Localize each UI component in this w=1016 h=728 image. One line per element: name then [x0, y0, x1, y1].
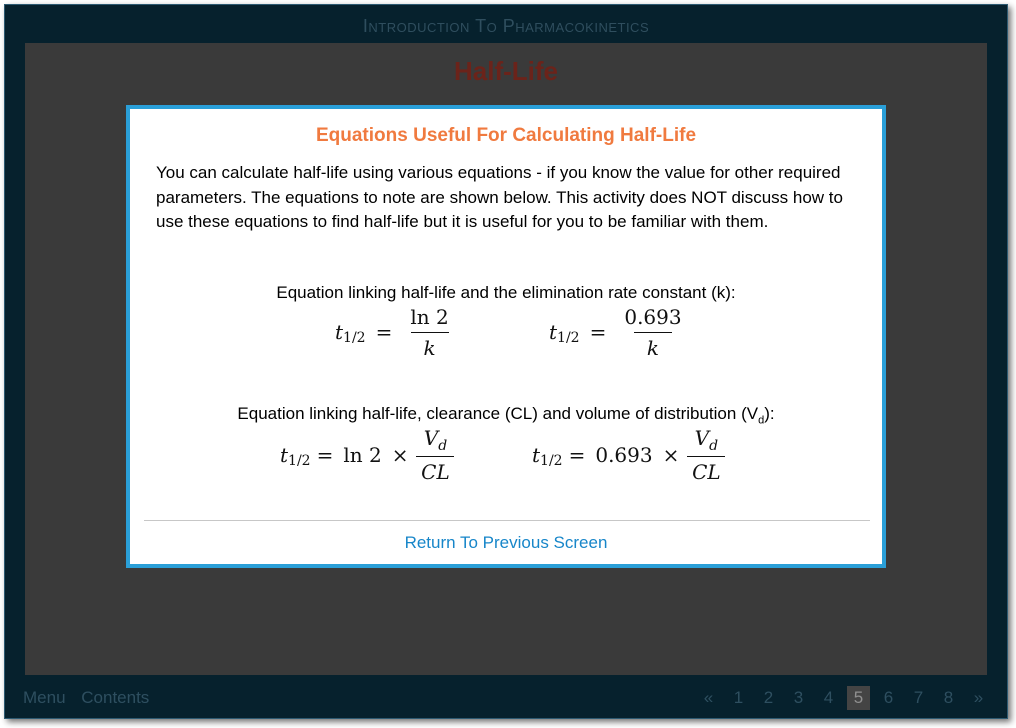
- fraction-numerator: 0.693: [624, 304, 682, 329]
- formula-t: t: [532, 443, 541, 467]
- formula-t: t: [335, 320, 344, 344]
- fraction: [406, 305, 452, 360]
- prev-page-button[interactable]: «: [703, 688, 714, 707]
- formula-times: ×: [391, 443, 409, 467]
- return-to-previous-screen-link[interactable]: Return To Previous Screen: [404, 533, 608, 552]
- formula-t: t: [280, 443, 289, 467]
- formula-half-life-ln2-times-vd-over-cl: [280, 425, 458, 485]
- formula-t-subscript: 1/2: [288, 453, 311, 469]
- formula-equals: =: [375, 320, 393, 344]
- formula-half-life-ln2-over-k: [335, 302, 457, 362]
- footer-nav: [23, 688, 160, 708]
- equations-modal: [126, 105, 886, 568]
- modal-body-text: You can calculate half-life using various equations - if you know the value for other required parameters. The equations to note are shown below. This activity does NOT discuss how to use these equations to find half-life but it is useful for you to be familiar with them.: [156, 163, 843, 231]
- course-title: Introduction To Pharmacokinetics: [362, 16, 650, 36]
- page-7[interactable]: 7: [913, 688, 924, 707]
- next-page-button[interactable]: »: [973, 688, 984, 707]
- menu-link[interactable]: Menu: [23, 688, 66, 707]
- fraction: [416, 426, 454, 484]
- equation-2-caption-pre: Equation linking half-life, clearance (CL) and volume of distribution (V: [237, 404, 759, 423]
- modal-title: Equations Useful For Calculating Half-Life: [315, 125, 697, 146]
- formula-v-subscript: d: [438, 438, 448, 454]
- pagination: [690, 686, 990, 710]
- screen-title: Half-Life: [454, 56, 558, 86]
- modal-divider: [144, 520, 870, 521]
- fraction-numerator: [420, 426, 451, 456]
- app-frame: [4, 4, 1008, 719]
- formula-v-subscript: d: [709, 438, 719, 454]
- fraction-numerator: ln 2: [410, 304, 449, 329]
- page-6[interactable]: 6: [883, 688, 894, 707]
- formula-t-subscript: 1/2: [557, 330, 580, 346]
- content-area: [25, 43, 987, 675]
- formula-half-life-0693-over-k: [549, 302, 690, 362]
- formula-half-life-0693-times-vd-over-cl: [532, 425, 729, 485]
- fraction-denominator: CL: [416, 456, 454, 484]
- contents-link[interactable]: Contents: [81, 688, 150, 707]
- page-5-current[interactable]: 5: [847, 686, 870, 710]
- formula-times: ×: [662, 443, 680, 467]
- formula-t-subscript: 1/2: [540, 453, 563, 469]
- page-4[interactable]: 4: [823, 688, 834, 707]
- equation-1-caption: Equation linking half-life and the elimination rate constant (k):: [276, 283, 736, 302]
- formula-v: V: [423, 426, 439, 450]
- fraction: [687, 426, 725, 484]
- fraction-denominator: k: [634, 332, 672, 360]
- formula-t: t: [549, 320, 558, 344]
- page-2[interactable]: 2: [763, 688, 774, 707]
- formula-ln2: ln 2: [343, 443, 382, 467]
- page-8[interactable]: 8: [943, 688, 954, 707]
- formula-0693: 0.693: [595, 443, 653, 467]
- equation-2-caption: [130, 404, 882, 426]
- fraction-denominator: CL: [687, 456, 725, 484]
- formula-equals: =: [316, 443, 334, 467]
- equation-2-caption-subscript: d: [758, 414, 765, 427]
- equation-2-caption-post: ):: [764, 404, 775, 423]
- formula-t-subscript: 1/2: [343, 330, 366, 346]
- fraction: [620, 305, 685, 360]
- formula-v: V: [694, 426, 710, 450]
- fraction-denominator: k: [411, 332, 449, 360]
- fraction-numerator: [691, 426, 722, 456]
- formula-equals: =: [568, 443, 586, 467]
- page-1[interactable]: 1: [733, 688, 744, 707]
- page-3[interactable]: 3: [793, 688, 804, 707]
- formula-equals: =: [589, 320, 607, 344]
